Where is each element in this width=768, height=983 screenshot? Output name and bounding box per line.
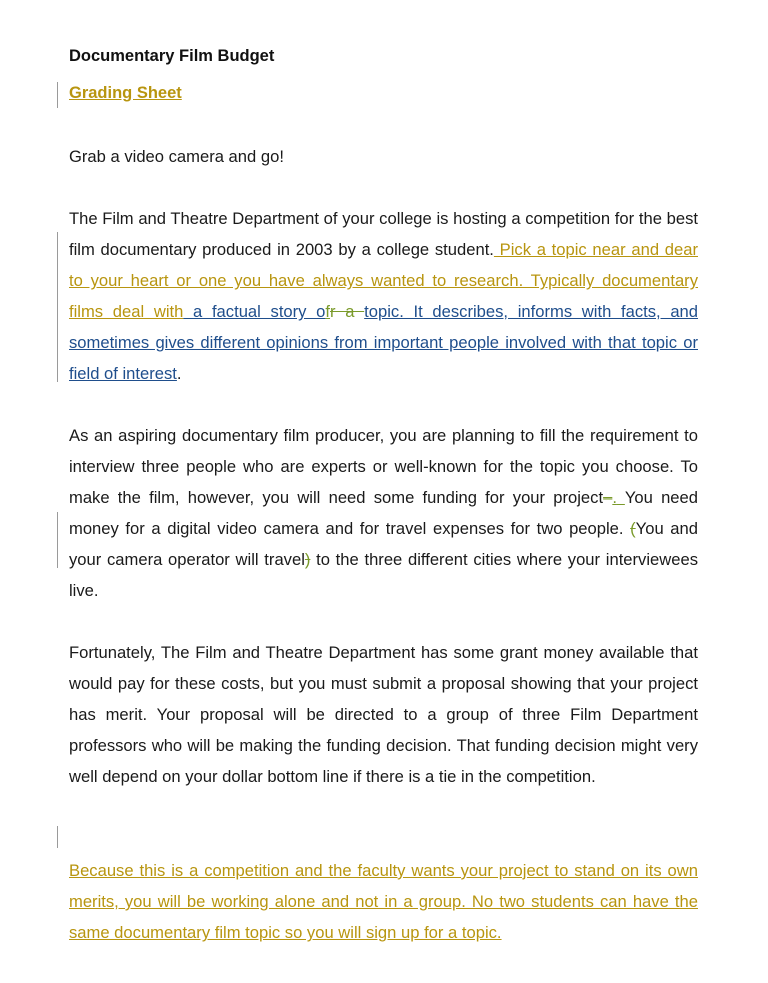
text-run: to the three different cities where your interviewees live. (69, 550, 699, 601)
text-run: As an aspiring documentary film producer, you are planning to fill the requirement to interview three people who are experts or well-known for the topic you choose. To make the film, however, you will need some funding for your project (69, 426, 698, 508)
deleted-text: ( (630, 519, 636, 539)
inserted-text (617, 488, 625, 507)
change-bar (57, 826, 58, 848)
paragraph-producer (69, 420, 698, 607)
paragraph-rules (69, 855, 698, 948)
text-run: . (176, 364, 182, 384)
deleted-text: r a (330, 302, 365, 322)
paragraph-competition (69, 203, 698, 390)
change-bar (57, 232, 58, 382)
change-bar (57, 82, 58, 108)
inserted-text: topic. It describes, informs with facts, and sometimes gives different opinions from important people involved with that topic or field of interest (69, 302, 699, 384)
inserted-text: Because this is a competition and the faculty wants your project to stand on its own merits, you will be working alone and not in a group. No two students can have the same documentary film topic so you will sign up for a topic. (69, 861, 698, 943)
inserted-text: . (612, 488, 617, 508)
text-run: You need money for a digital video camera and for travel expenses for two people. (69, 488, 698, 539)
document-title: Documentary Film Budget (69, 47, 275, 65)
deleted-text: – (603, 488, 613, 508)
text-run: The Film and Theatre Department of your college is hosting a competition for the best film documentary produced in 2003 by a college student. (69, 209, 698, 260)
inserted-text: a factual story o (183, 302, 326, 322)
paragraph-intro: Grab a video camera and go! (69, 147, 284, 166)
text-run: You and your camera operator will travel (69, 519, 698, 570)
inserted-text: Pick a topic near and dear to your heart or one you have always wanted to research. Typically documentary films deal with (69, 240, 698, 322)
change-bar (57, 512, 58, 568)
deleted-text: ) (304, 550, 311, 570)
inserted-text: f (325, 302, 331, 322)
document-subtitle: Grading Sheet (69, 84, 182, 102)
paragraph-funding: Fortunately, The Film and Theatre Department has some grant money available that would pay for these costs, but you must submit a proposal showing that your project has merit. Your proposal will be directed to a group of three Film Department professors who will be making the funding decision. That funding decision might very well depend on your dollar bottom line if there is a tie in the competition. (69, 643, 698, 787)
